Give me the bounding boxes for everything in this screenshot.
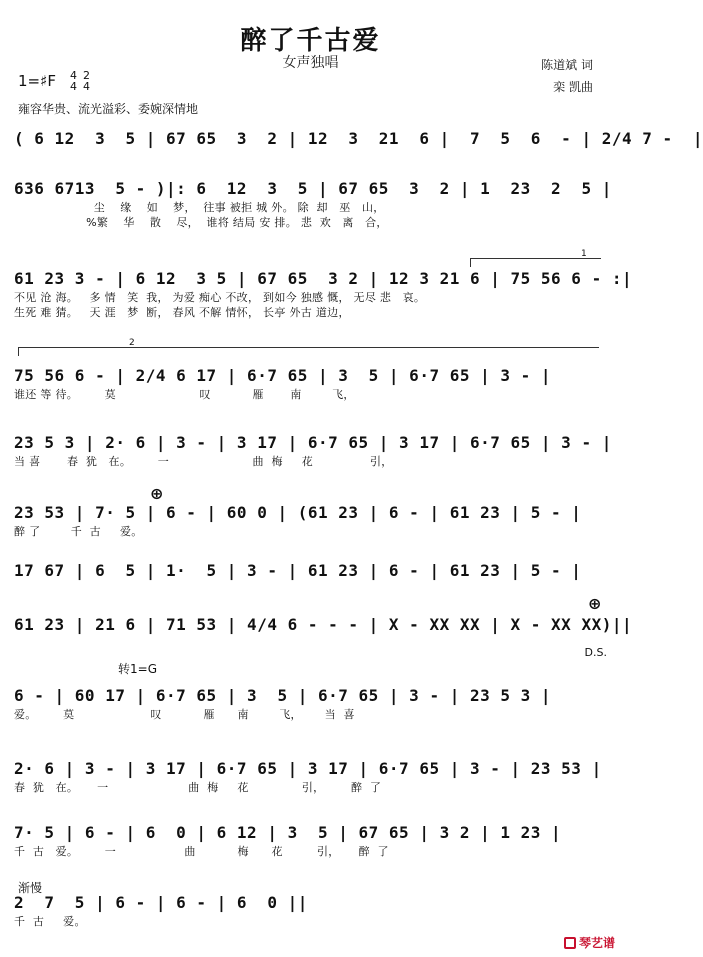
notation-line: 75 56 6 - | 2/4 6 17 | 6·7 65 | 3 5 | 6·7 65 | 3 - | <box>14 366 552 385</box>
lyric-line: 谁还 等 待。 莫 叹 雁 南 飞， <box>14 388 355 401</box>
system-10 <box>14 758 610 795</box>
logo-mark-icon <box>564 937 576 949</box>
volta-bracket-2: 2 <box>18 347 599 356</box>
system-1 <box>14 128 703 150</box>
system-12 <box>14 892 610 929</box>
notation-line: 636 6713 5 - )|: 6 12 3 5 | 67 65 3 2 | 1 23 2 5 | <box>14 179 612 198</box>
notation-line: 7· 5 | 6 - | 6 0 | 6 12 | 3 5 | 67 65 | 3 2 | 1 23 | <box>14 823 562 842</box>
site-logo <box>564 934 615 951</box>
notation-line: 23 5 3 | 2· 6 | 3 - | 3 17 | 6·7 65 | 3 17 | 6·7 65 | 3 - | <box>14 433 612 452</box>
system-3 <box>14 268 633 320</box>
notation-line: 2 7 5 | 6 - | 6 - | 6 0 || <box>14 893 308 912</box>
modulation-marker: 转1=G <box>118 662 157 676</box>
notation-line: 23 53 | 7· 5 | 6 - | 60 0 | (61 23 | 6 - | 61 23 | 5 - | <box>14 503 582 522</box>
notation-line: 2· 6 | 3 - | 3 17 | 6·7 65 | 3 17 | 6·7 65 | 3 - | 23 53 | <box>14 759 602 778</box>
tempo-change-marker: 渐慢 <box>18 881 43 895</box>
lyricist-credit: 陈道斌 词 <box>541 58 593 72</box>
system-8 <box>14 614 633 636</box>
lyric-line: 春 犹 在。 一 曲 梅 花 引， 醉 了 <box>14 781 382 794</box>
song-title: 醉了千古爱 <box>240 26 381 56</box>
system-6 <box>14 502 610 539</box>
lyric-line: 尘 缘 如 梦， 往事 被拒 城 外。 除 却 巫 山， <box>14 201 385 214</box>
lyric-line: 千 古 爱。 一 曲 梅 花 引， 醉 了 <box>14 845 389 858</box>
song-subtitle: 女声独唱 <box>282 55 339 71</box>
time-signature-4-4: 4 4 <box>70 69 77 93</box>
lyric-line: 当 喜 春 犹 在。 一 曲 梅 花 引， <box>14 455 393 468</box>
lyric-line: 不见 沧 海。 多 情 笑 我， 为爱 痴心 不改， 到如今 独感 慨， 无尽 悲 哀。 <box>14 291 426 304</box>
coda-sign-icon: ⊕ <box>588 594 602 613</box>
time-signatures <box>70 70 90 92</box>
system-2 <box>14 178 610 230</box>
notation-line: ( 6 12 3 5 | 67 65 3 2 | 12 3 21 6 | 7 5 6 - | 2/4 7 - | <box>14 129 703 148</box>
logo-text: 琴艺谱 <box>578 936 615 950</box>
lyric-line: 生死 难 猜。 天 涯 梦 断， 春风 不解 情怀， 长亭 外古 道边， <box>14 306 350 319</box>
volta-bracket-1: 1 <box>470 258 601 267</box>
time-signature-2-4: 2 4 <box>83 69 90 93</box>
lyric-line: 千 古 爱。 <box>14 915 86 928</box>
system-9 <box>14 685 610 722</box>
lyric-line: 醉 了 千 古 爱。 <box>14 525 143 538</box>
expression-marking: 雍容华贵、流光溢彩、委婉深情地 <box>18 102 199 116</box>
notation-line: 61 23 | 21 6 | 71 53 | 4/4 6 - - - | X - XX XX | X - XX XX)|| <box>14 615 633 634</box>
notation-line: 17 67 | 6 5 | 1· 5 | 3 - | 61 23 | 6 - | 61 23 | 5 - | <box>14 561 582 580</box>
key-signature: 1=♯F <box>18 72 56 90</box>
system-7 <box>14 560 610 582</box>
lyric-line: %繁 华 散 尽， 谁将 结局 安 排。 悲 欢 离 合， <box>14 216 388 229</box>
notation-line: 61 23 3 - | 6 12 3 5 | 67 65 3 2 | 12 3 21 6 | 75 56 6 - :| <box>14 269 633 288</box>
notation-line: 6 - | 60 17 | 6·7 65 | 3 5 | 6·7 65 | 3 - | 23 5 3 | <box>14 686 552 705</box>
lyric-line: 爱。 莫 叹 雁 南 飞， 当 喜 <box>14 708 355 721</box>
system-5 <box>14 432 610 469</box>
system-4 <box>14 365 610 402</box>
composer-credit: 栾 凯曲 <box>553 80 593 94</box>
system-11 <box>14 822 610 859</box>
ds-marker: D.S. <box>584 646 607 659</box>
coda-sign-icon: ⊕ <box>150 484 164 503</box>
